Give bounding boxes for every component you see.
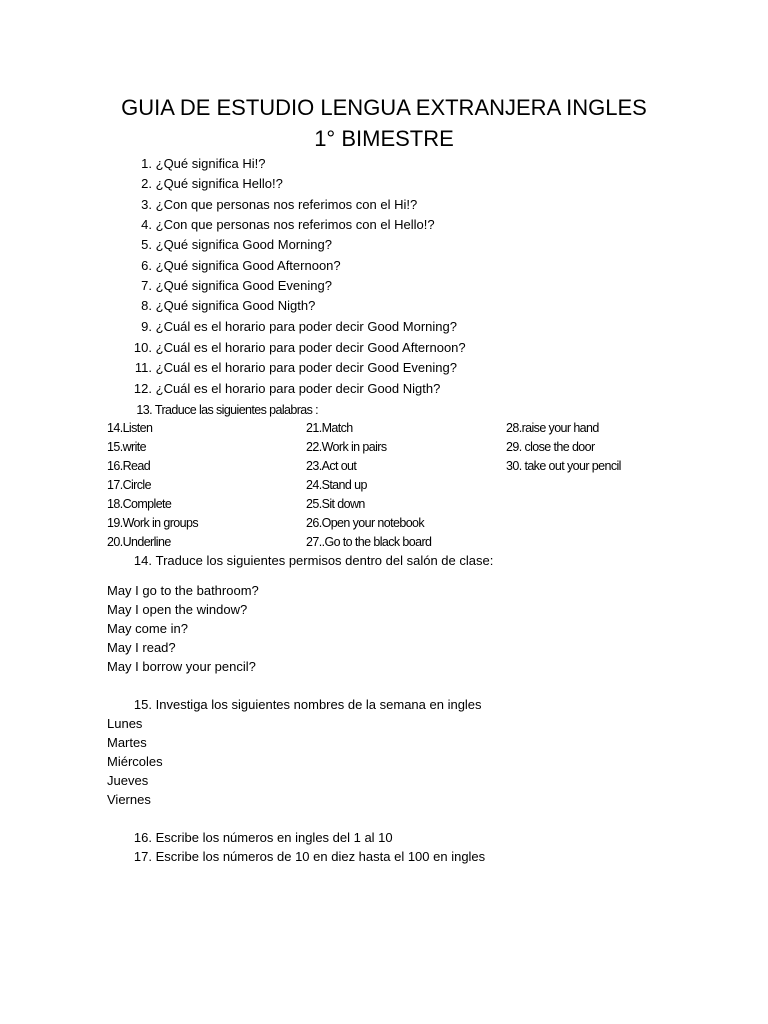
vocab-item: 20.Underline [107,535,171,549]
permission-item: May I go to the bathroom? [107,583,259,598]
question-item: 9. ¿Cuál es el horario para poder decir Good Morning? [141,319,457,334]
question-item: 8. ¿Qué significa Good Nigth? [141,298,316,313]
day-item: Martes [107,735,147,750]
day-item: Viernes [107,792,151,807]
permission-item: May come in? [107,621,188,636]
question-item: 4. ¿Con que personas nos referimos con el Hello!? [141,217,435,232]
question-16: 16. Escribe los números en ingles del 1 al 10 [133,830,393,845]
question-13: 13. Traduce las siguientes palabras : [136,403,319,417]
question-item: 3. ¿Con que personas nos referimos con el Hi!? [141,197,418,212]
day-item: Jueves [107,773,149,788]
vocab-item: 28.raise your hand [506,421,599,435]
vocab-item: 29. close the door [506,440,595,454]
vocab-item: 30. take out your pencil [506,459,621,473]
question-15: 15. Investiga los siguientes nombres de la semana en ingles [133,697,482,712]
question-item: 11. ¿Cuál es el horario para poder decir Good Evening? [134,360,457,375]
vocab-item: 24.Stand up [306,478,367,492]
title-line-1: GUIA DE ESTUDIO LENGUA EXTRANJERA INGLES [121,95,647,120]
question-item: 10. ¿Cuál es el horario para poder decir Good Afternoon? [133,340,466,355]
permission-item: May I read? [107,640,176,655]
vocab-item: 18.Complete [107,497,172,511]
day-item: Miércoles [107,754,163,769]
question-item: 6. ¿Qué significa Good Afternoon? [141,258,341,273]
question-17: 17. Escribe los números de 10 en diez hasta el 100 en ingles [133,849,486,864]
vocab-item: 22.Work in pairs [306,440,387,454]
vocab-item: 15.write [107,440,146,454]
vocab-item: 19.Work in groups [107,516,199,530]
vocab-item: 26.Open your notebook [306,516,425,530]
question-14: 14. Traduce los siguientes permisos dentro del salón de clase: [133,553,494,568]
permission-item: May I open the window? [107,602,248,617]
question-item: 1. ¿Qué significa Hi!? [141,156,266,171]
question-item: 12. ¿Cuál es el horario para poder decir Good Nigth? [133,381,441,396]
vocab-item: 25.Sit down [306,497,365,511]
vocab-item: 14.Listen [107,421,153,435]
title-line-2: 1° BIMESTRE [314,126,454,151]
vocab-item: 21.Match [306,421,353,435]
vocab-item: 23.Act out [306,459,357,473]
question-item: 2. ¿Qué significa Hello!? [141,176,283,191]
vocab-item: 17.Circle [107,478,151,492]
permission-item: May I borrow your pencil? [107,659,256,674]
question-item: 7. ¿Qué significa Good Evening? [141,278,332,293]
vocab-item: 16.Read [107,459,151,473]
question-item: 5. ¿Qué significa Good Morning? [141,237,332,252]
vocab-item: 27..Go to the black board [306,535,432,549]
day-item: Lunes [107,716,143,731]
